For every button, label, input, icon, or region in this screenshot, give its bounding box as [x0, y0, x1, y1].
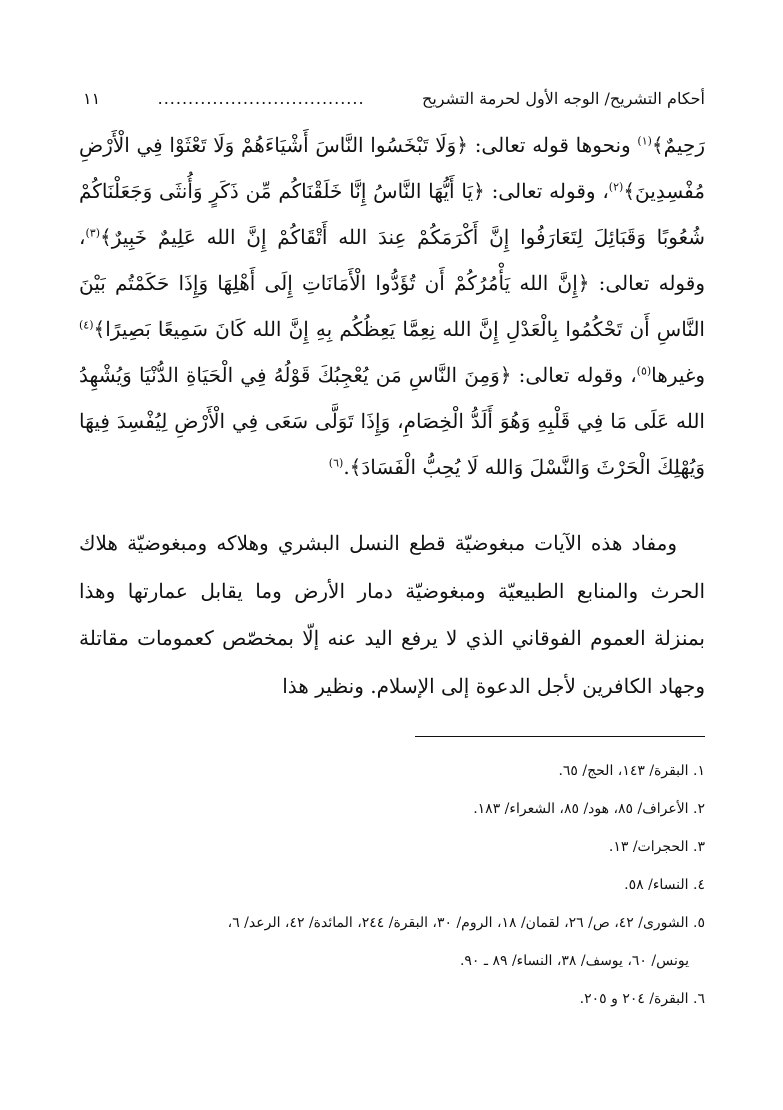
citation-text-6: ، وقوله تعالى: ﴿وَمِنَ النَّاسِ مَن يُعْجِبُكَ قَوْلُهُ فِي الْحَيَاةِ الدُّنْيَا وَيُشْهِدُ الله عَلَى مَا فِي قَلْبِهِ وَهُوَ أَلَدُّ الْخِصَامِ، وَإِذَا تَوَلَّى سَعَى فِي الْأَرْضِ لِيُفْسِدَ فِيهَا وَيُهْلِكَ الْحَرْثَ وَالنَّسْلَ وَالله لَا يُحِبُّ الْفَسَادَ﴾. — [79, 363, 705, 479]
footnotes-section — [79, 752, 705, 1018]
footnote-marker-2: (٢) — [608, 180, 624, 194]
footnote-4: ٤. النساء/ ٥٨. — [624, 877, 705, 893]
footnote-separator — [415, 736, 705, 737]
running-header — [81, 86, 705, 112]
citation-text-1: رَحِيمٌ﴾ — [651, 133, 705, 157]
citation-text-5: وغيرها — [651, 363, 705, 387]
footnote-5: ٥. الشورى/ ٤٢، ص/ ٢٦، لقمان/ ١٨، الروم/ ٣٠، البقرة/ ٢٤٤، المائدة/ ٤٢، الرعد/ ٦، — [227, 915, 705, 931]
footnote-2: ٢. الأعراف/ ٨٥، هود/ ٨٥، الشعراء/ ١٨٣. — [473, 801, 705, 817]
header-dot-leader: .................................. — [157, 89, 365, 108]
footnote-1: ١. البقرة/ ١٤٣، الحج/ ٦٥. — [558, 763, 705, 779]
citation-text-4: ، وقوله تعالى: ﴿إِنَّ الله يَأْمُرُكُمْ أَن تُؤَدُّوا الْأَمَانَاتِ إِلَى أَهْلِهَا وَإِذَا حَكَمْتُم بَيْنَ النَّاسِ أَن تَحْكُمُوا بِالْعَدْلِ إِنَّ الله نِعِمَّا يَعِظُكُم بِهِ إِنَّ الله كَانَ سَمِيعًا بَصِيرًا﴾ — [79, 225, 705, 341]
footnote-marker-6: (٦) — [328, 456, 344, 470]
citation-text-3: ، وقوله تعالى: ﴿يَا أَيُّهَا النَّاسُ إِنَّا خَلَقْنَاكُم مِّن ذَكَرٍ وَأُنثَى وَجَعَلْنَاكُمْ شُعُوبًا وَقَبَائِلَ لِتَعَارَفُوا إِنَّ أَكْرَمَكُمْ عِندَ الله أَتْقَاكُمْ إِنَّ الله عَلِيمٌ خَبِيرٌ﴾ — [79, 179, 705, 249]
footnote-marker-4: (٤) — [79, 318, 94, 332]
quranic-citations-paragraph — [79, 122, 705, 490]
body-paragraph-text: ومفاد هذه الآيات مبغوضيّة قطع النسل البشري وهلاكه ومبغوضيّة هلاك الحرث والمنابع الطبيعيّة ومبغوضيّة دمار الأرض وما يقابل عمارتها وهذا بمنزلة العموم الفوقاني الذي لا يرفع اليد عنه إلّا بمخصّص كعمومات مقاتلة وجهاد الكافرين لأجل الدعوة إلى الإسلام. ونظير هذا — [79, 531, 705, 698]
footnote-3: ٣. الحجرات/ ١٣. — [608, 839, 705, 855]
footnote-marker-1: (١) — [637, 134, 652, 148]
citation-text-2: ونحوها قوله تعالى: ﴿وَلَا تَبْخَسُوا النَّاسَ أَشْيَاءَهُمْ وَلَا تَعْثَوْا فِي الْأَرْضِ مُفْسِدِينَ﴾ — [79, 133, 705, 203]
footnote-6: ٦. البقرة/ ٢٠٤ و ٢٠٥. — [579, 991, 705, 1007]
body-paragraph — [79, 520, 705, 710]
footnote-marker-5: (٥) — [636, 364, 652, 378]
footnote-5-continuation: يونس/ ٦٠، يوسف/ ٣٨، النساء/ ٨٩ ـ ٩٠. — [459, 953, 689, 969]
footnote-marker-3: (٣) — [85, 226, 100, 240]
page-number: ١١ — [83, 89, 101, 108]
header-title: أحكام التشريح/ الوجه الأول لحرمة التشريح — [422, 89, 705, 108]
